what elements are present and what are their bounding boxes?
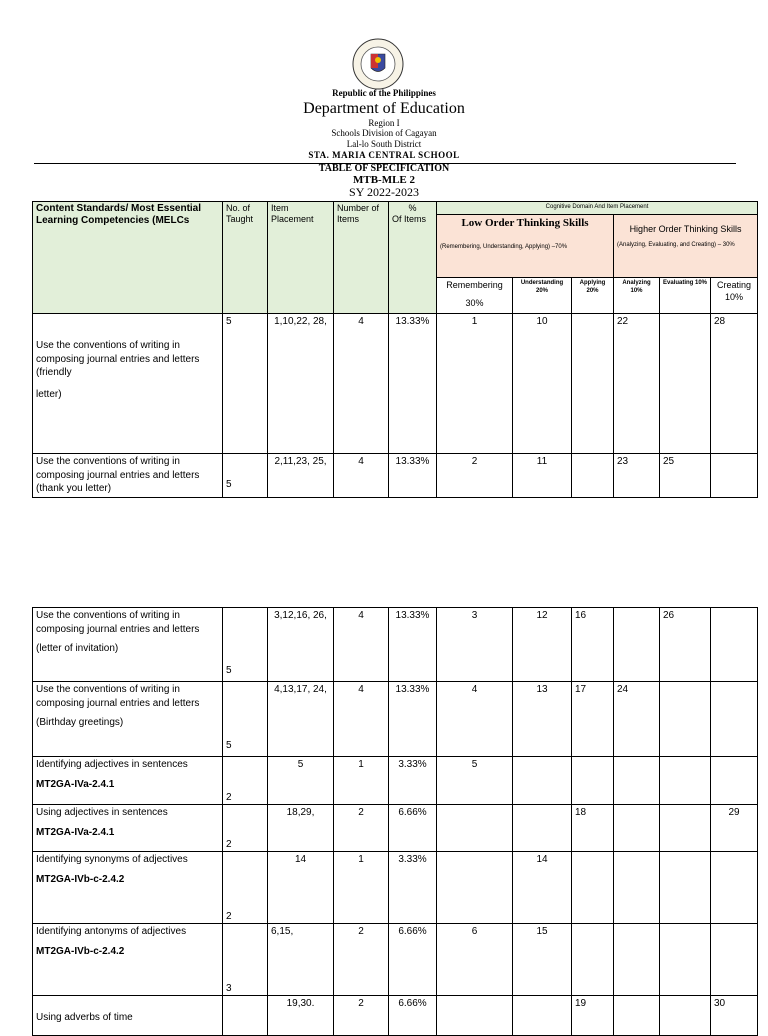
competency-code: MT2GA-IVa-2.4.1 xyxy=(36,826,115,838)
analyzing-cell xyxy=(614,608,660,682)
placement-cell: 6,15, xyxy=(268,924,334,996)
competency-cell xyxy=(33,757,223,805)
items-cell: 2 xyxy=(334,996,389,1036)
competency-text: Use the conventions of writing in composing journal entries and letters xyxy=(36,684,200,709)
competency-text: Use the conventions of writing in composing journal entries and letters (friendly xyxy=(36,340,200,378)
applying-cell xyxy=(572,924,614,996)
analyzing-cell xyxy=(614,757,660,805)
taught-cell: 2 xyxy=(223,852,268,924)
competency-detail: (letter of invitation) xyxy=(36,643,119,654)
creating-cell xyxy=(711,682,758,757)
header-hots xyxy=(614,215,758,278)
creating-cell xyxy=(711,757,758,805)
items-cell: 2 xyxy=(334,924,389,996)
evaluating-cell xyxy=(660,757,711,805)
applying-cell: 16 xyxy=(572,608,614,682)
remembering-pct: 30% xyxy=(465,298,484,309)
remembering-cell xyxy=(437,805,513,852)
division-line: Schools Division of Cagayan xyxy=(331,128,437,138)
analyzing-cell xyxy=(614,996,660,1036)
header-analyzing: Analyzing 10% xyxy=(614,278,660,314)
competency-cell xyxy=(33,924,223,996)
header-no-taught: No. of Taught xyxy=(223,202,268,314)
taught-cell: 3 xyxy=(223,924,268,996)
placement-cell: 14 xyxy=(268,852,334,924)
remembering-cell: 6 xyxy=(437,924,513,996)
document-title: TABLE OF SPECIFICATION xyxy=(318,163,450,174)
evaluating-cell xyxy=(660,996,711,1036)
pct-cell: 13.33% xyxy=(389,608,437,682)
pct-cell: 13.33% xyxy=(389,314,437,454)
pct-cell: 6.66% xyxy=(389,996,437,1036)
competency-code: MT2GA-IVb-c-2.4.2 xyxy=(36,945,125,957)
understanding-cell: 14 xyxy=(513,852,572,924)
competency-cell xyxy=(33,996,223,1036)
header-number-of-items: Number of Items xyxy=(334,202,389,314)
remembering-cell: 3 xyxy=(437,608,513,682)
competency-text: Using adjectives in sentences xyxy=(36,807,168,818)
remembering-cell xyxy=(437,852,513,924)
taught-cell: 5 xyxy=(223,314,268,454)
competency-cell xyxy=(33,608,223,682)
competency-detail: letter) xyxy=(36,388,62,400)
competency-detail: (Birthday greetings) xyxy=(36,717,124,728)
evaluating-cell: 25 xyxy=(660,454,711,498)
district-line: Lal-lo South District xyxy=(346,139,422,149)
placement-cell: 4,13,17, 24, xyxy=(268,682,334,757)
evaluating-cell xyxy=(660,852,711,924)
applying-cell xyxy=(572,314,614,454)
taught-cell: 2 xyxy=(223,805,268,852)
items-cell: 2 xyxy=(334,805,389,852)
competency-cell xyxy=(33,852,223,924)
placement-cell: 5 xyxy=(268,757,334,805)
remembering-cell: 5 xyxy=(437,757,513,805)
competency-cell: Use the conventions of writing in composing journal entries and letters (thank you letter) xyxy=(33,454,223,498)
header-evaluating: Evaluating 10% xyxy=(660,278,711,314)
subject-line: MTB-MLE 2 xyxy=(352,174,416,186)
header-percent-items xyxy=(389,202,437,314)
school-name: STA. MARIA CENTRAL SCHOOL xyxy=(308,150,460,160)
creating-cell: 29 xyxy=(711,805,758,852)
header-lots xyxy=(437,215,614,278)
pct-cell: 6.66% xyxy=(389,805,437,852)
lots-subtitle: (Remembering, Understanding, Applying) –70% xyxy=(440,243,568,250)
items-cell: 4 xyxy=(334,682,389,757)
creating-cell xyxy=(711,454,758,498)
creating-cell xyxy=(711,924,758,996)
header-remembering xyxy=(437,278,513,314)
pct-cell: 3.33% xyxy=(389,852,437,924)
header-percent-symbol: % xyxy=(408,203,417,213)
remembering-label: Remembering xyxy=(446,280,503,290)
evaluating-cell xyxy=(660,314,711,454)
placement-cell: 1,10,22, 28, xyxy=(268,314,334,454)
hots-title: Higher Order Thinking Skills xyxy=(629,224,742,234)
taught-cell xyxy=(223,996,268,1036)
competency-code: MT2GA-IVb-c-2.4.2 xyxy=(36,873,125,885)
analyzing-cell: 23 xyxy=(614,454,660,498)
pct-cell: 3.33% xyxy=(389,757,437,805)
region-line: Region I xyxy=(368,118,400,128)
remembering-cell xyxy=(437,996,513,1036)
header-of-items: Of Items xyxy=(392,213,427,224)
analyzing-cell: 24 xyxy=(614,682,660,757)
taught-cell: 5 xyxy=(223,608,268,682)
understanding-cell: 10 xyxy=(513,314,572,454)
header-applying: Applying 20% xyxy=(572,278,614,314)
pct-cell: 13.33% xyxy=(389,454,437,498)
understanding-cell: 11 xyxy=(513,454,572,498)
placement-cell: 2,11,23, 25, xyxy=(268,454,334,498)
competency-cell xyxy=(33,682,223,757)
understanding-cell xyxy=(513,757,572,805)
analyzing-cell xyxy=(614,852,660,924)
specification-table-bottom xyxy=(32,607,758,1036)
analyzing-cell xyxy=(614,805,660,852)
remembering-cell: 1 xyxy=(437,314,513,454)
competency-cell xyxy=(33,805,223,852)
understanding-cell: 15 xyxy=(513,924,572,996)
creating-cell: 30 xyxy=(711,996,758,1036)
taught-cell: 2 xyxy=(223,757,268,805)
applying-cell xyxy=(572,852,614,924)
competency-code: MT2GA-IVa-2.4.1 xyxy=(36,778,115,790)
taught-cell: 5 xyxy=(223,682,268,757)
competency-text: Identifying synonyms of adjectives xyxy=(36,854,188,865)
understanding-cell: 13 xyxy=(513,682,572,757)
lots-title: Low Order Thinking Skills xyxy=(461,217,589,229)
evaluating-cell xyxy=(660,682,711,757)
header-item-placement: Item Placement xyxy=(268,202,334,314)
pct-cell: 13.33% xyxy=(389,682,437,757)
items-cell: 4 xyxy=(334,314,389,454)
analyzing-cell: 22 xyxy=(614,314,660,454)
header-cognitive-domain: Cognitive Domain And Item Placement xyxy=(437,202,758,215)
evaluating-cell: 26 xyxy=(660,608,711,682)
school-year: SY 2022-2023 xyxy=(349,185,419,199)
department-title: Department of Education xyxy=(303,100,465,117)
items-cell: 4 xyxy=(334,608,389,682)
evaluating-cell xyxy=(660,924,711,996)
competency-text: Use the conventions of writing in composing journal entries and letters xyxy=(36,610,200,635)
header-creating: Creating 10% xyxy=(711,278,758,314)
competency-text: Identifying adjectives in sentences xyxy=(36,759,188,770)
items-cell: 1 xyxy=(334,757,389,805)
pct-cell: 6.66% xyxy=(389,924,437,996)
creating-cell xyxy=(711,852,758,924)
applying-cell: 19 xyxy=(572,996,614,1036)
items-cell: 1 xyxy=(334,852,389,924)
evaluating-cell xyxy=(660,805,711,852)
competency-cell xyxy=(33,314,223,454)
items-cell: 4 xyxy=(334,454,389,498)
applying-cell: 18 xyxy=(572,805,614,852)
placement-cell: 3,12,16, 26, xyxy=(268,608,334,682)
understanding-cell xyxy=(513,805,572,852)
analyzing-cell xyxy=(614,924,660,996)
placement-cell: 18,29, xyxy=(268,805,334,852)
placement-cell: 19,30. xyxy=(268,996,334,1036)
understanding-cell: 12 xyxy=(513,608,572,682)
competency-text: Using adverbs of time xyxy=(36,1012,133,1023)
header-understanding: Understanding 20% xyxy=(513,278,572,314)
understanding-cell xyxy=(513,996,572,1036)
applying-cell xyxy=(572,757,614,805)
applying-cell xyxy=(572,454,614,498)
republic-line: Republic of the Philippines xyxy=(332,88,436,98)
remembering-cell: 2 xyxy=(437,454,513,498)
creating-cell: 28 xyxy=(711,314,758,454)
deped-seal xyxy=(352,38,404,90)
specification-table-top xyxy=(32,201,758,498)
competency-text: Identifying antonyms of adjectives xyxy=(36,926,187,937)
creating-cell xyxy=(711,608,758,682)
header-competency: Content Standards/ Most Essential Learning Competencies (MELCs xyxy=(33,202,223,314)
applying-cell: 17 xyxy=(572,682,614,757)
taught-cell: 5 xyxy=(223,454,268,498)
remembering-cell: 4 xyxy=(437,682,513,757)
hots-subtitle: (Analyzing, Evaluating, and Creating) – 30% xyxy=(617,242,735,249)
